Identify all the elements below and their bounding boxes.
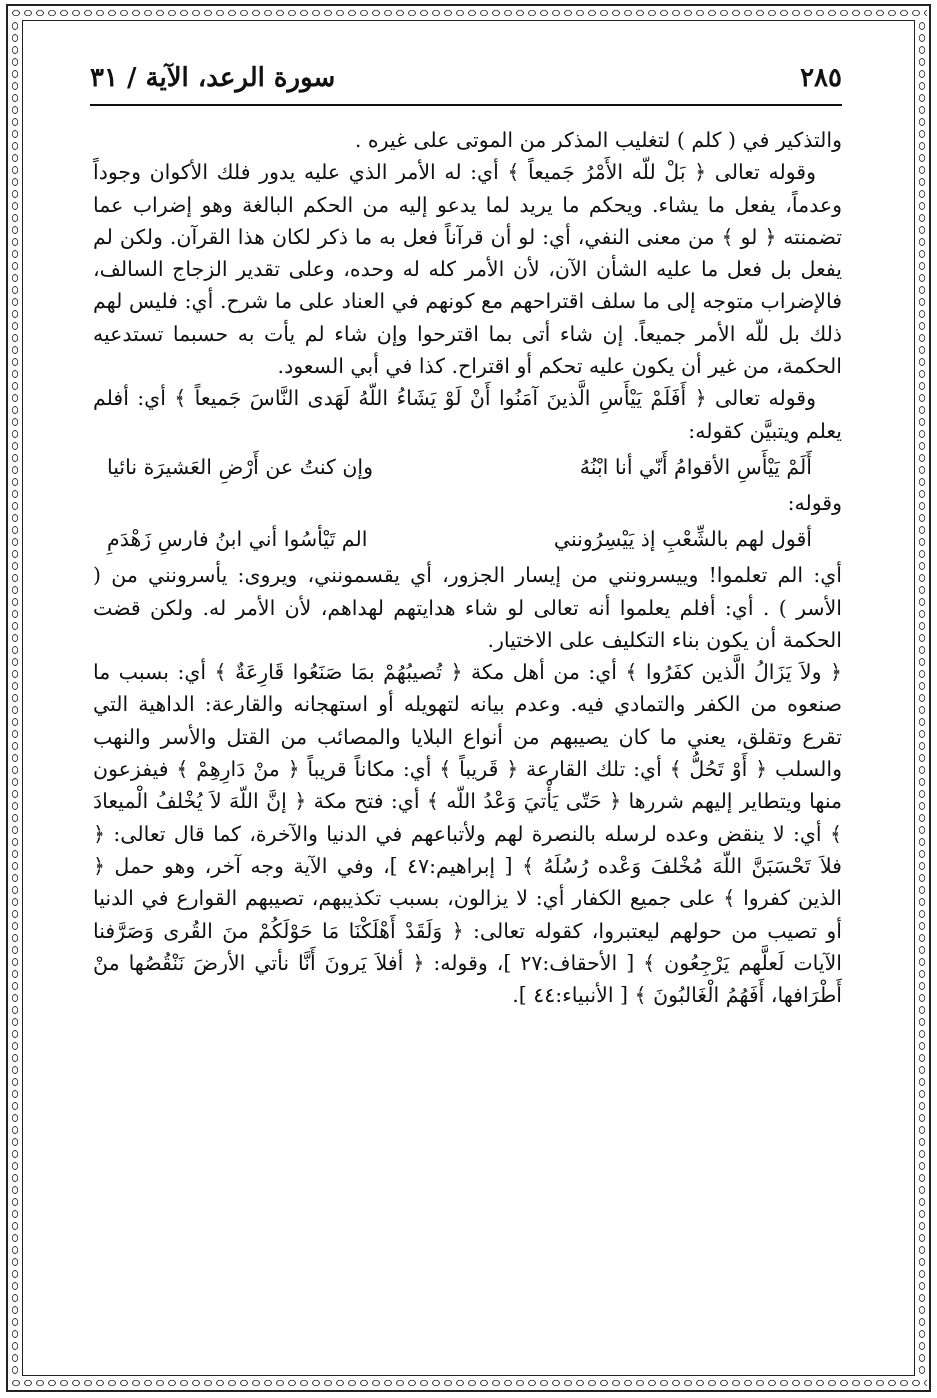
header-title: سورة الرعد، الآية / ٣١ — [90, 63, 336, 93]
poetry-verse-2 — [93, 519, 842, 559]
ornamental-border-bottom — [10, 1377, 927, 1389]
verse-1-second-hemistich: وإن كنتُ عن أَرْضِ العَشيرَة نائيا — [107, 454, 373, 479]
paragraph-4: أي: الم تعلموا! وييسرونني من إيسار الجزور، أي يقسمونني، ويروى: يأسرونني من ( الأسر ) . أي: أفلم يعلموا أنه تعالى لو شاء هدايتهم لهداهم، لأن الأمر له. ولكن قضت الحكمة أن يكون بناء التكليف على الاختيار. — [93, 563, 842, 652]
poetry-verse-1 — [93, 447, 842, 487]
verse-1-first-hemistich: أَلَمْ يَيْأَسِ الأقوامُ أَنّي أنا ابْنُهُ — [579, 454, 812, 479]
verse-2-second-hemistich: الم تَيْأسُوا أني ابنُ فارسِ زَهْدَمِ — [107, 527, 368, 552]
verse-2-first-hemistich: أقول لهم بالشِّعْبِ إذ يَيْسِرُونني — [553, 527, 812, 552]
paragraph-5: ﴿ ولاَ يَزَالُ الَّذين كفَرُوا ﴾ أي: من أهل مكة ﴿ تُصيبُهُمْ بمَا صَنَعُوا قَارِعَةٌ ﴾ أي: بسبب ما صنعوه من الكفر والتمادي فيه. وعدم بيانه لتهويله أو استهجانه والقارعة: الداهية التي تقرع وتقلق، يعني ما كان يصيبهم من أنواع البلايا والمصائب من القتل والأسر والنهب والسلب ﴿ أَوْ تَحُلُّ ﴾ أي: تلك القارعة ﴿ قَريباً ﴾ أي: مكاناً قريباً ﴿ منْ دَارِهِمْ ﴾ فيفزعون منها ويتطاير إليهم شررها ﴿ حَتّى يَأْتيَ وَعْدُ اللّه ﴾ أي: فتح مكة ﴿ إنَّ اللّهَ لاَ يُخْلفُ الْميعادَ ﴾ أي: لا ينقض وعده لرسله بالنصرة لهم ولأتباعهم في الدنيا والآخرة، كما قال تعالى: ﴿ فلاَ تَحْسَبَنَّ اللّهَ مُخْلفَ وَعْده رُسُلَهُ ﴾ [ إبراهيم:٤٧ ]، وفي الآية وجه آخر، وهو حمل ﴿ الذين كفروا ﴾ على جميع الكفار أي: لا يزالون، بسبب تكذيبهم، تصيبهم القوارع في الدنيا أو تصيب من حولهم ليعتبروا، كقوله تعالى: ﴿ وَلَقَدْ أَهْلَكْنَا مَا حَوْلَكُمْ منَ القُرى وَصَرَّفنا الآيات لَعلَّهم يَرْجِعُون ﴾ [ الأحقاف:٢٧ ]، وقوله: ﴿ أفلاَ يَرونَ أَنَّا نأتي الأرضَ نَنْقُصُها منْ أَطْرَافها، أَفَهُمُ الْغَالبُونَ ﴾ [ الأنبياء:٤٤ ]. — [93, 660, 842, 1008]
page-header — [90, 58, 842, 98]
ornamental-border-left — [9, 20, 21, 1376]
verse-intro: وقوله: — [787, 490, 842, 515]
ornamental-border-top — [10, 7, 927, 19]
paragraph-1: والتذكير في ( كلم ) لتغليب المذكر من الموتى على غيره . — [354, 128, 842, 152]
ornamental-border-right — [916, 20, 928, 1376]
paragraph-2: وقوله تعالى ﴿ بَلْ للّه الأَمْرُ جَميعاً ﴾ أي: له الأمر الذي عليه يدور فلك الأكوان وجوداً وعدماً، يفعل ما يشاء. ويحكم ما يريد لما يدعو إليه من الحكم البالغة وهو إضراب عما تضمنته ﴿ لو ﴾ من معنى النفي، أي: لو أن قرآناً فعل به ما ذكر لكان هذا القرآن. ولكن لم يفعل بل فعل ما عليه الشأن الآن، لأن الأمر كله له وحده، وعلى تقدير الزجاج السالف، فالإضراب متوجه إلى ما سلف اقتراحهم مع كونهم في العناد على ما شرح. أي: فليس لهم ذلك بل للّه الأمر جميعاً. إن شاء أتى بما اقترحوا وإن شاء لم يأت به حسبما تستدعيه الحكمة، من غير أن يكون عليه تحكم أو اقتراح. كذا في أبي السعود. — [93, 160, 842, 379]
paragraph-3: وقوله تعالى ﴿ أَفَلَمْ يَيْأَسِ الَّذينَ آمَنُوا أَنْ لَوْ يَشَاءُ اللّهُ لَهَدى النَّاسَ جَميعاً ﴾ أي: أفلم يعلم ويتبيَّن كقوله: — [93, 386, 842, 443]
page-number: ٢٨٥ — [800, 63, 842, 93]
header-rule — [90, 104, 842, 106]
page-body — [93, 124, 842, 1011]
